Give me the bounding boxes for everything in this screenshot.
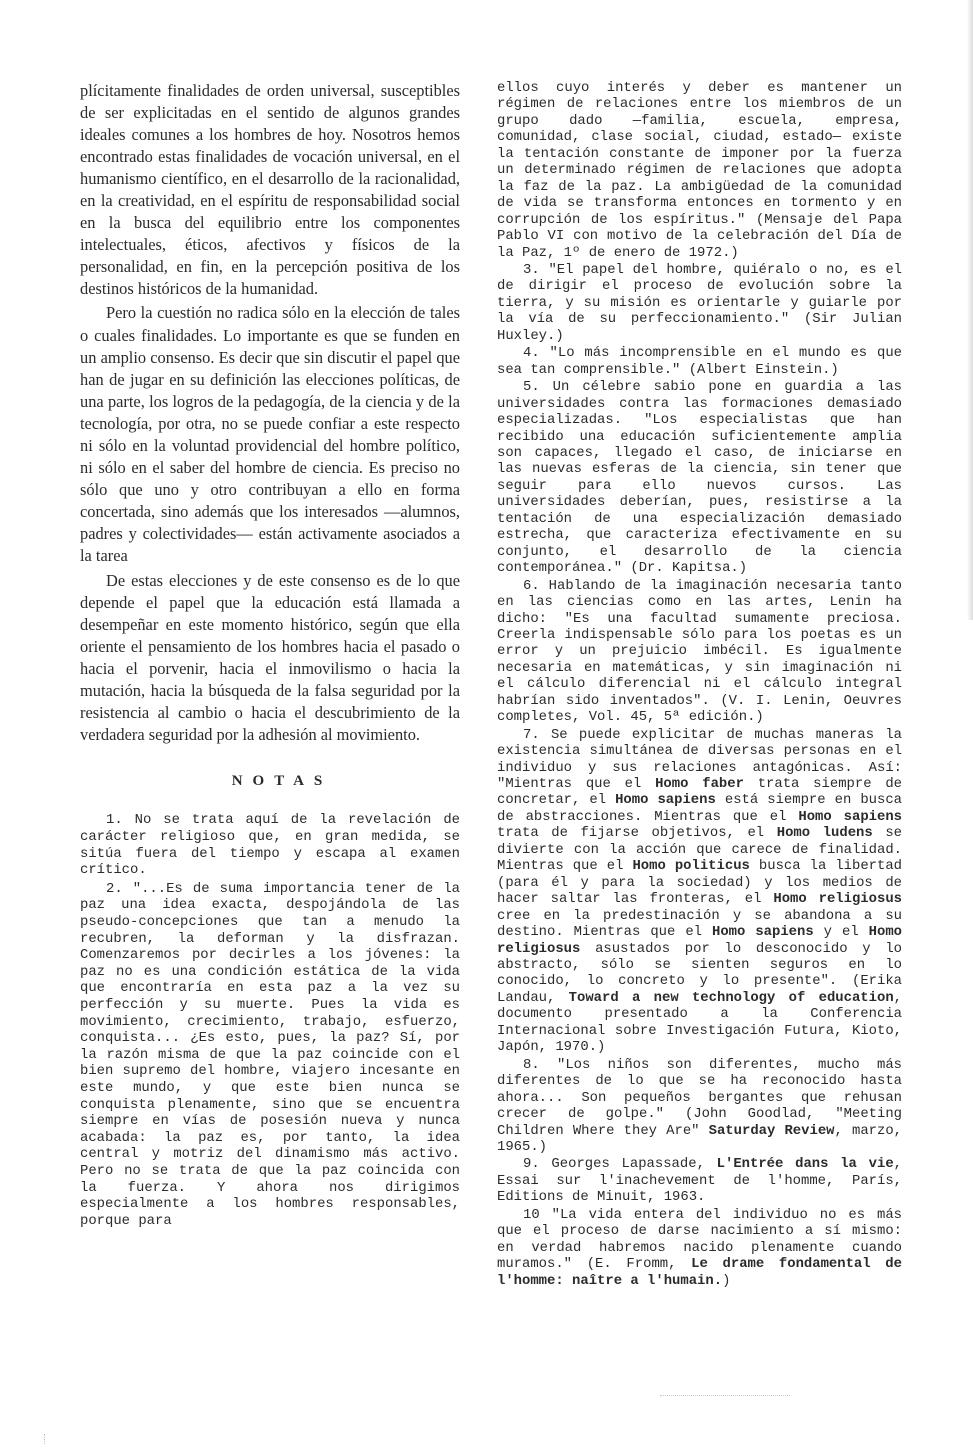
right-column xyxy=(497,80,902,1290)
note-text: , documento presentado a la Conferencia Internacional sobre Investigación Futura, Kioto, Japón, 1970.) xyxy=(497,989,902,1056)
note-text: asustados por lo desconocido y lo abstracto, sólo se sienten seguros en lo conocido, lo concreto y lo presente". (Erika Landau, xyxy=(497,940,902,1006)
note-text: ) xyxy=(722,1272,731,1289)
note-text: trata siempre de concretar, el xyxy=(497,776,903,809)
note-emphasis: Homo sapiens xyxy=(798,808,902,825)
note-text: trata de fijarse objetivos, el xyxy=(497,825,777,842)
note-text: , marzo, 1965.) xyxy=(497,1122,902,1155)
body-paragraph: plícitamente finalidades de orden universal, susceptibles de ser explicitadas en el sentido de algunos grandes ideales comunes a los hombres de hoy. Nosotros hemos encontrado estas finalidades de vocación universal, en el humanismo científico, en el desarrollo de la racionalidad, en la creatividad, en el espíritu de responsabilidad social en la busca del equilibrio entre los componentes intelectuales, éticos, afectivos y físicos de la personalidad, en fin, en la percepción positiva de los destinos históricos de la humanidad. xyxy=(80,81,460,299)
note-5: 5. Un célebre sabio pone en guardia a las universidades contra las formaciones demasiado especializadas. "Los especialistas que han recibido una educación suficientemente amplia son capaces, llegado el caso, de iniciarse en las nuevas esferas de la ciencia, sin tener que seguir para ello nuevos cursos. Las universidades deberían, pues, resistirse a la tentación de una especialización demasiado estrecha, que caracteriza efectivamente en su conjunto, el desarrollo de la ciencia contemporánea." (Dr. Kapitsa.) xyxy=(497,379,902,577)
note-text: está siempre en busca de abstracciones. Mientras que el xyxy=(497,792,903,825)
note-emphasis: Homo religiosus xyxy=(773,891,902,908)
note-emphasis: Toward a new technology of education xyxy=(568,989,894,1006)
left-column xyxy=(80,80,460,1229)
note-emphasis: Homo sapiens xyxy=(615,792,716,809)
notes-list-left xyxy=(80,812,460,1229)
note-7 xyxy=(497,727,902,1056)
note-text: se divierte con la acción que carece de finalidad. Mientras que el xyxy=(497,825,902,875)
note-emphasis: L'Entrée dans la vie xyxy=(716,1156,894,1173)
note-9 xyxy=(497,1156,902,1205)
note-text: 7. Se puede explicitar de muchas maneras la existencia simultánea de diversas personas en el individuo y sus relaciones antagónicas. Así: "Mientras que el xyxy=(497,726,902,793)
note-text: 8. "Los niños son diferentes, mucho más diferentes de lo que se ha reconocido hasta ahora... Son pequeños bergantes que rehusan crecer de golpe." (John Goodlad, "Meeting Children Where they Are" xyxy=(497,1056,902,1139)
scan-corner-mark xyxy=(44,1434,55,1444)
note-emphasis: Saturday Review xyxy=(708,1122,835,1139)
note-3: 3. "El papel del hombre, quiéralo o no, es el de dirigir el proceso de evolución sobre la tierra, y su misión es orientarle y guiarle por la vía de su perfeccionamiento." (Sir Julian Huxley.) xyxy=(497,261,902,344)
note-text: busca la libertad (para él y para la sociedad) y los medios de hacer saltar las fronteras, el xyxy=(497,858,903,908)
note-emphasis: Homo religiosus xyxy=(497,924,902,957)
note-2: 2. "...Es de suma importancia tener de la paz una idea exacta, despojándola de las pseudo-concepciones que tan a menudo la recubren, la deforman y la disfrazan. Comenzaremos por decirles a los jóvenes: la paz no es una condición estática de la vida que encontraría en esta paz a la vez su perfección y su muerte. Pues la vida es movimiento, crecimiento, trabajo, esfuerzo, conquista... ¿Es esto, pues, la paz? Sí, por la razón misma de que la paz coincide con el bien supremo del hombre, viajero incesante en este mundo, y que este bien nunca se conquista plenamente, sino que se encuentra siempre en vías de posesión nueva y nunca acabada: la paz es, por tanto, la idea central y motriz del dinamismo más activo. Pero no se trata de que la paz coincida con la fuerza. Y ahora nos dirigimos especialmente a los hombres responsables, porque para xyxy=(80,880,460,1229)
note-emphasis: Homo politicus xyxy=(632,858,750,875)
note-8 xyxy=(497,1057,902,1156)
note-6: 6. Hablando de la imaginación necesaria tanto en las ciencias como en las artes, Lenin ha dicho: "Es una facultad sumamente preciosa. Creerla indispensable sólo para los poetas es un error y un prejuicio imbécil. Es igualmente necesaria en matemáticas, y sin imaginación ni el cálculo diferencial ni el cálculo integral habrían sido inventados". (V. I. Lenin, Oeuvres completes, Vol. 45, 5ª edición.) xyxy=(497,577,902,726)
note-emphasis: Le drame fondamental de l'homme: naître a l'humain. xyxy=(497,1256,902,1289)
note-4: 4. "Lo más incomprensible en el mundo es que sea tan comprensible." (Albert Einstein.) xyxy=(497,345,902,378)
note-text: 9. Georges Lapassade, xyxy=(523,1156,717,1173)
scan-edge-shadow xyxy=(967,0,973,620)
body-paragraph: Pero la cuestión no radica sólo en la elección de tales o cuales finalidades. Lo importante es que se funden en un amplio consenso. Es decir que sin discutir el papel que han de jugar en su definición las elecciones políticas, de una parte, los logros de la pedagogía, de la ciencia y de la tecnología, por otra, no se puede confiar a este respecto ni sólo en la voluntad providencial del hombre político, ni sólo en el saber del hombre de ciencia. Es preciso no sólo que uno y otro contribuyan a ello en forma concertada, sino además que los interesados —alumnos, padres y colectividades— están activamente asociados a la tarea xyxy=(80,303,460,565)
note-1: 1. No se trata aquí de la revelación de carácter religioso que, en gran medida, se sitúa fuera del tiempo y escapa al examen crítico. xyxy=(80,812,460,879)
note-text: cree en la predestinación y se abandona a su destino. Mientras que el xyxy=(497,907,902,941)
note-10 xyxy=(497,1207,902,1289)
note-2-continued: ellos cuyo interés y deber es mantener un régimen de relaciones entre los miembros de un grupo dado —familia, escuela, empresa, comunidad, clase social, ciudad, estado— existe la tentación constante de imponer por la fuerza un determinado régimen de relaciones que adopta la faz de la paz. La ambigüedad de la comunidad de vida se transforma entonces en tormento y en corrupción de los espíritus." (Mensaje del Papa Pablo VI con motivo de la celebración del Día de la Paz, 1º de enero de 1972.) xyxy=(497,80,902,261)
note-emphasis: Homo sapiens xyxy=(712,924,814,941)
note-text: 10 "La vida entera del individuo no es más que el proceso de darse nacimiento a sí mismo: en verdad habremos nacido plenamente cuando muramos." (E. Fromm, xyxy=(497,1206,902,1273)
note-emphasis: Homo ludens xyxy=(776,825,873,842)
notes-heading: NOTAS xyxy=(231,773,333,790)
note-text: , Essai sur l'inachevement de l'homme, París, Editions de Minuit, 1963. xyxy=(497,1156,903,1206)
note-emphasis: Homo faber xyxy=(655,776,744,793)
note-text: y el xyxy=(813,924,869,941)
body-paragraph: De estas elecciones y de este consenso es de lo que depende el papel que la educación está llamada a desempeñar en este momento histórico, según que ella oriente el pensamiento de los hombres hacia el pasado o hacia el porvenir, hacia el inmovilismo o hacia la mutación, hacia la búsqueda de la falsa seguridad por la resistencia al cambio o hacia el descubrimiento de la verdadera seguridad por la adhesión al movimiento. xyxy=(80,571,460,745)
scan-specks xyxy=(660,1395,790,1402)
